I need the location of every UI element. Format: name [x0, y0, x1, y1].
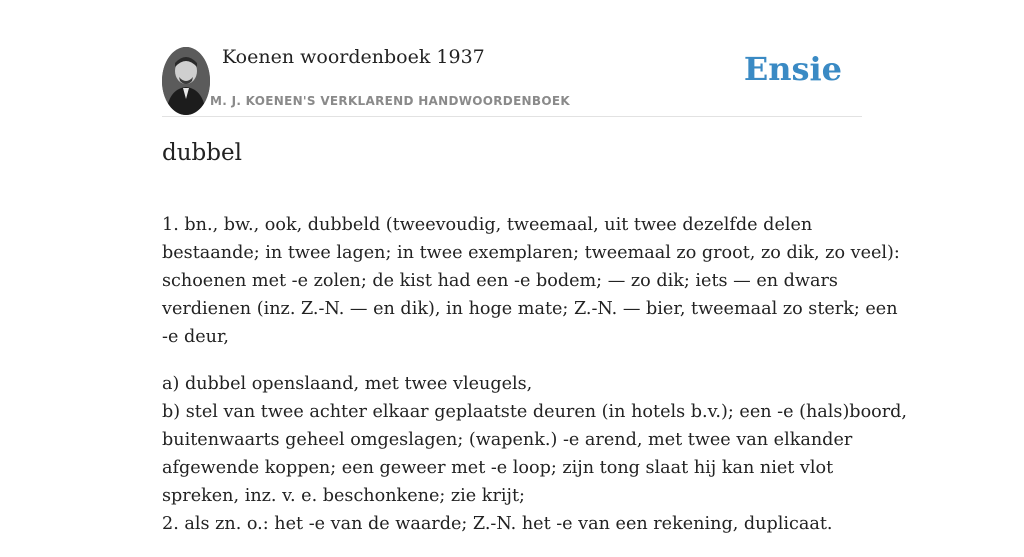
- site-header: [162, 0, 862, 117]
- definition-line: -e deur,: [162, 327, 230, 347]
- definition-line: a) dubbel openslaand, met twee vleugels,: [162, 374, 533, 394]
- author-portrait-icon: [162, 47, 210, 115]
- definition-line: afgewende koppen; een geweer met -e loop; zijn tong slaat hij kan niet vlot: [162, 458, 834, 478]
- page-container: [162, 0, 908, 534]
- definition-line: spreken, inz. v. e. beschonkene; zie krijt;: [162, 486, 525, 506]
- dictionary-title: Koenen woordenboek 1937: [222, 46, 485, 68]
- entry-headword: dubbel: [162, 140, 242, 166]
- definition-line: buitenwaarts geheel omgeslagen; (wapenk.) -e arend, met twee van elkander: [162, 430, 853, 450]
- definition-line: 2. als zn. o.: het -e van de waarde; Z.-N. het -e van een rekening, duplicaat.: [162, 514, 833, 534]
- definition-line: schoenen met -e zolen; de kist had een -e bodem; — zo dik; iets — en dwars: [162, 271, 838, 291]
- definition-line: 1. bn., bw., ook, dubbeld (tweevoudig, tweemaal, uit twee dezelfde delen: [162, 215, 813, 235]
- ensie-logo-link[interactable]: Ensie: [743, 50, 842, 88]
- definition-line: b) stel van twee achter elkaar geplaatste deuren (in hotels b.v.); een -e (hals)boord,: [162, 402, 908, 422]
- entry-definition: [162, 192, 908, 557]
- definition-line: verdienen (inz. Z.-N. — en dik), in hoge mate; Z.-N. — bier, tweemaal zo sterk; een: [162, 299, 898, 319]
- definition-line: bestaande; in twee lagen; in twee exemplaren; tweemaal zo groot, zo dik, zo veel):: [162, 243, 900, 263]
- dictionary-subtitle: M. J. KOENEN'S VERKLAREND HANDWOORDENBOEK: [210, 94, 570, 108]
